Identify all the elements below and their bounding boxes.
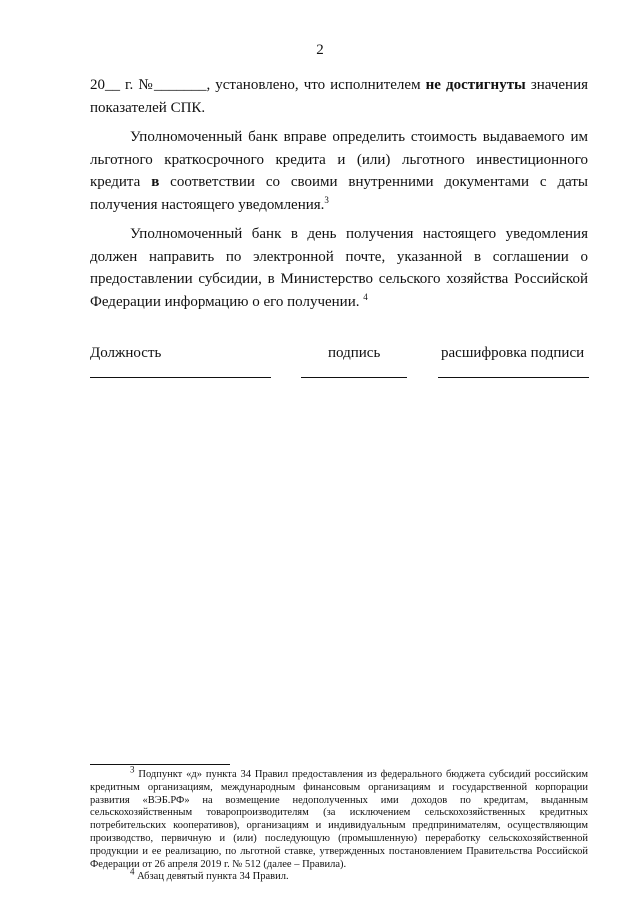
position-line [90,377,271,378]
paragraph-2-text: Уполномоченный банк вправе определить стоимость выдаваемого им льготного краткосрочного кредита и (или) льготного инвестиционного кредита [90,129,588,190]
position-label: Должность [90,345,162,361]
paragraph-1 [90,74,588,119]
paragraph-1-text-end: значения показателей СПК. [90,77,589,116]
paragraph-3 [90,223,588,313]
signature-block [90,345,588,385]
signature-transcript-label: расшифровка подписи [441,345,585,361]
document-body [90,74,588,320]
signature-line [301,377,407,378]
paragraph-2-bold: в [151,174,160,190]
signature-label: подпись [328,345,381,361]
footnote-ref-4: 4 [363,291,368,302]
footnotes [90,764,588,884]
paragraph-1-text: 20__ г. №_______, установлено, что исполнителем [90,77,426,93]
footnote-3-mark: 3 [130,764,135,775]
signature-transcript-line [438,377,589,378]
footnote-4 [90,866,588,884]
footnote-separator [90,764,230,765]
paragraph-1-bold: не достигнуты [425,77,526,93]
footnote-4-mark: 4 [130,866,135,877]
footnote-3 [90,764,588,871]
paragraph-3-text: Уполномоченный банк в день получения настоящего уведомления должен направить по электронной почте, указанной в соглашении о предоставлении субсидии, в Министерство сельского хозяйства Российской Федерации информацию о его получении. [90,226,588,310]
page-number: 2 [316,42,324,58]
footnote-ref-3: 3 [324,194,329,205]
footnote-3-text: Подпункт «д» пункта 34 Правил предоставления из федерального бюджета субсидий российским кредитным организациям, международным финансовым организациям и государственной корпорации развития «ВЭБ.РФ» на возмещение недополученных ими доходов по кредитам, выданным сельскохозяйственным товаропроизводителям (за исключением сельскохозяйственных кредитных потребительских кооперативов), организациям и индивидуальным предпринимателям, осуществляющим производство, первичную и (или) последующую (промышленную) переработку сельскохозяйственной продукции и ее реализацию, по льготной ставке, утвержденных постановлением Правительства Российской Федерации от 26 апреля 2019 г. № 512 (далее – Правила). [90,769,588,870]
paragraph-2-text-end: соответствии со своими внутренними документами с даты получения настоящего уведомления. [90,174,588,213]
paragraph-2 [90,126,588,216]
footnote-4-text: Абзац девятый пункта 34 Правил. [134,871,289,883]
